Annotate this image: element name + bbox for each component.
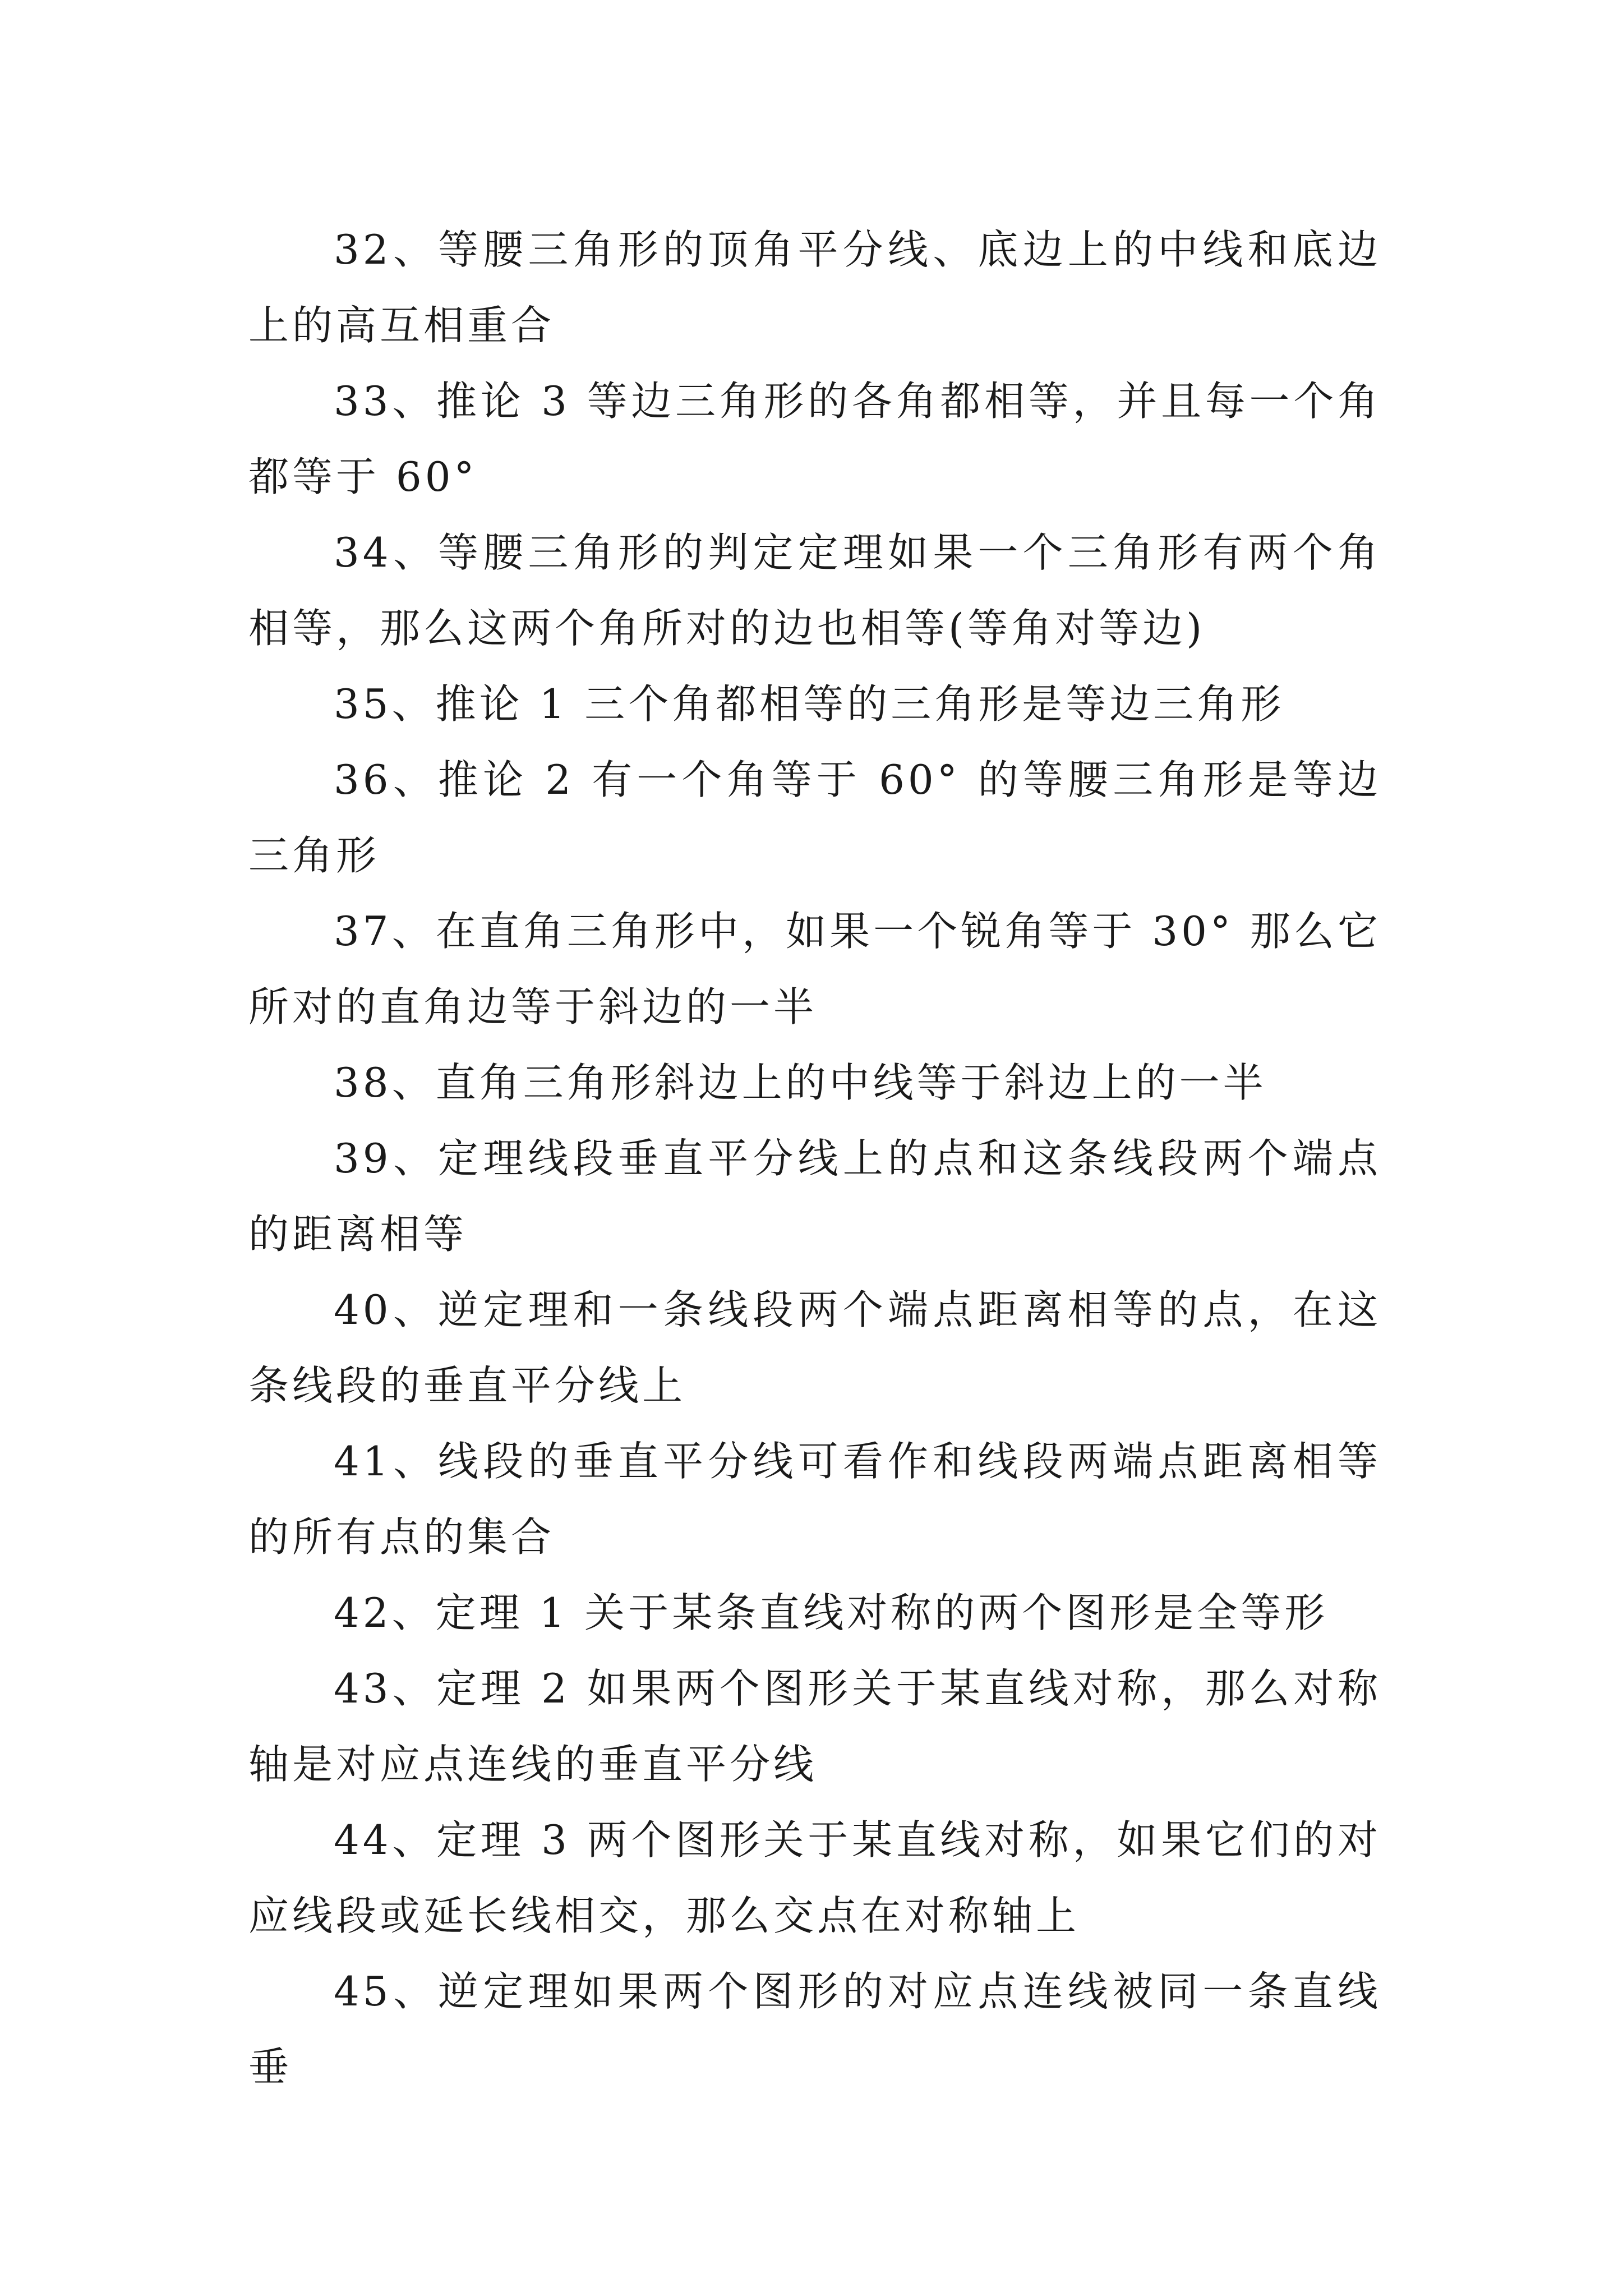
paragraph-45: 45、逆定理如果两个图形的对应点连线被同一条直线垂 <box>248 1968 1381 2091</box>
paragraph-34: 34、等腰三角形的判定定理如果一个三角形有两个角相等，那么这两个角所对的边也相等(等角对等边) <box>248 529 1381 652</box>
paragraph-43: 43、定理 2 如果两个图形关于某直线对称，那么对称轴是对应点连线的垂直平分线 <box>248 1665 1381 1788</box>
paragraph-38: 38、直角三角形斜边上的中线等于斜边上的一半 <box>334 1059 1267 1106</box>
paragraph-39: 39、定理线段垂直平分线上的点和这条线段两个端点的距离相等 <box>248 1135 1381 1258</box>
paragraph-33: 33、推论 3 等边三角形的各角都相等，并且每一个角都等于 60° <box>248 378 1381 500</box>
paragraph-40: 40、逆定理和一条线段两个端点距离相等的点，在这条线段的垂直平分线上 <box>248 1286 1381 1409</box>
paragraph-44: 44、定理 3 两个图形关于某直线对称，如果它们的对应线段或延长线相交，那么交点在对称轴上 <box>248 1816 1381 1939</box>
paragraph-32: 32、等腰三角形的顶角平分线、底边上的中线和底边上的高互相重合 <box>248 226 1381 349</box>
document-body <box>248 212 1381 2105</box>
paragraph-37: 37、在直角三角形中，如果一个锐角等于 30° 那么它所对的直角边等于斜边的一半 <box>248 908 1381 1030</box>
paragraph-36: 36、推论 2 有一个角等于 60° 的等腰三角形是等边三角形 <box>248 756 1381 879</box>
paragraph-35: 35、推论 1 三个角都相等的三角形是等边三角形 <box>334 680 1285 728</box>
paragraph-41: 41、线段的垂直平分线可看作和线段两端点距离相等的所有点的集合 <box>248 1438 1381 1561</box>
paragraph-42: 42、定理 1 关于某条直线对称的两个图形是全等形 <box>334 1589 1329 1636</box>
